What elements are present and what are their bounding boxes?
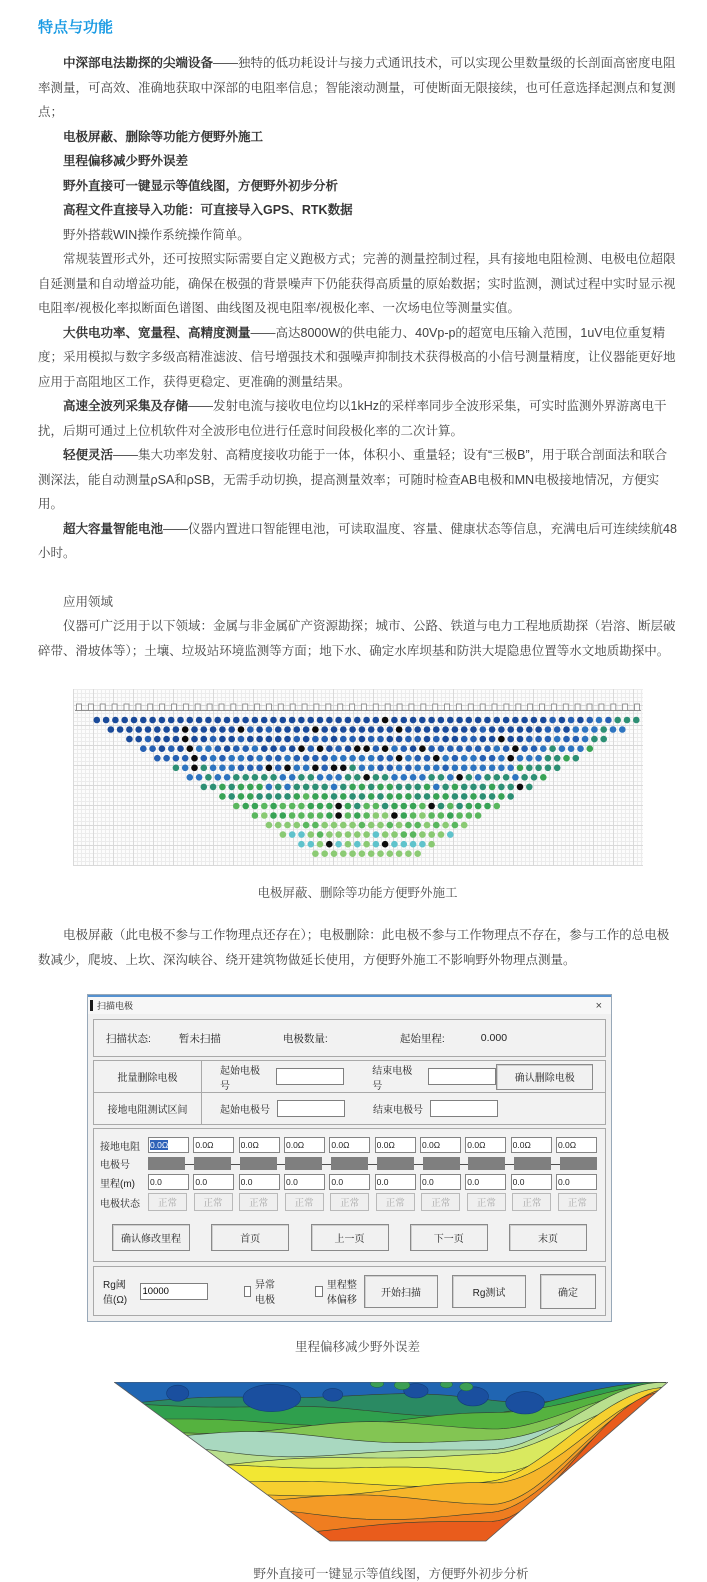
confirm-delete-button[interactable]: 确认删除电极	[496, 1064, 593, 1090]
scan-electrode-dialog	[87, 994, 612, 1322]
electrode-box	[377, 1157, 414, 1170]
contour-blob	[506, 1392, 545, 1414]
mileage-input[interactable]: 0.0	[329, 1174, 370, 1190]
electrode-cells	[148, 1157, 599, 1170]
start-mileage-value: 0.000	[480, 1032, 508, 1044]
mileage-row	[100, 1174, 599, 1190]
paragraph: 大供电功率、宽量程、高精度测量——高达8000W的供电能力、40Vp-p的超宽电压输入范围，1uV电位重复精度；采用模拟与数字多级高精准滤波、信号增强技术和强噪声抑制技术获得极高的小信号测量精度，让仪器能更好地应用于高阻地区工作，获得更稳定、更准确的测量结果。	[38, 325, 676, 389]
electrode-status-button[interactable]: 正常	[239, 1193, 278, 1211]
checkbox-icon	[244, 1286, 251, 1297]
electrode-label: 电极号	[100, 1160, 130, 1171]
mileage-input[interactable]: 0.0	[556, 1174, 597, 1190]
rg-threshold-label: Rg阈值(Ω)	[103, 1280, 128, 1306]
electrode-array-figure-wrap	[73, 689, 643, 901]
resistance-input[interactable]: 0.0Ω	[556, 1137, 597, 1153]
dot-row	[312, 850, 421, 857]
first-page-button[interactable]: 首页	[211, 1224, 289, 1251]
ok-button[interactable]: 确定	[540, 1274, 596, 1309]
dot-row	[265, 822, 467, 829]
resistance-cells	[148, 1137, 599, 1153]
electrode-status-button[interactable]: 正常	[148, 1193, 187, 1211]
electrode-box	[240, 1157, 277, 1170]
next-page-button[interactable]: 下一页	[410, 1224, 488, 1251]
last-page-button[interactable]: 末页	[509, 1224, 587, 1251]
electrode-status-button[interactable]: 正常	[512, 1193, 551, 1211]
contour-blob	[167, 1385, 189, 1401]
dot-row	[126, 736, 607, 743]
rg-start-input[interactable]	[277, 1100, 345, 1117]
paging-row	[98, 1214, 601, 1257]
electrode-box	[194, 1157, 231, 1170]
paragraph: 仪器可广泛用于以下领域：金属与非金属矿产资源勘探；城市、公路、铁道与电力工程地质勘探（岩溶、断层破碎带、滑坡体等）；土壤、垃圾站环境监测等方面；地下水、确定水库坝基和防洪大堤隐患位置等水文地质勘探中。	[38, 619, 676, 658]
mileage-input[interactable]: 0.0	[239, 1174, 280, 1190]
abnormal-electrode-checkbox[interactable]	[244, 1276, 280, 1306]
electrode-figure-caption: 电极屏蔽、删除等功能方便野外施工	[257, 886, 458, 900]
paragraph: 高程文件直接导入功能：可直接导入GPS、RTK数据	[63, 203, 353, 217]
paragraph: 电极屏蔽、删除等功能方便野外施工	[63, 129, 264, 144]
close-icon[interactable]: ×	[595, 999, 602, 1012]
resistance-input[interactable]: 0.0Ω	[420, 1137, 461, 1153]
dialog-titlebar	[88, 995, 611, 1014]
contour-svg	[114, 1382, 668, 1542]
electrode-status-button[interactable]: 正常	[330, 1193, 369, 1211]
paragraph: 野外直接可一键显示等值线图，方便野外初步分析	[63, 178, 339, 193]
electrode-row	[100, 1156, 599, 1171]
electrode-status-button[interactable]: 正常	[194, 1193, 233, 1211]
electrode-status-button[interactable]: 正常	[558, 1193, 597, 1211]
rg-end-label: 结束电极号	[373, 1105, 423, 1116]
mileage-input[interactable]: 0.0	[420, 1174, 461, 1190]
delete-and-rg-groupbox	[93, 1060, 606, 1125]
dot-row	[298, 841, 435, 848]
resistance-input[interactable]: 0.0Ω	[193, 1137, 234, 1153]
dot-row	[172, 765, 560, 772]
contour-figure-wrap	[114, 1382, 668, 1582]
abnormal-electrode-label: 异常电极	[254, 1280, 275, 1306]
rg-test-button[interactable]: Rg测试	[452, 1275, 526, 1308]
rg-start-label: 起始电极号	[220, 1105, 270, 1116]
rg-threshold-input[interactable]	[140, 1283, 208, 1300]
page-title: 特点与功能	[38, 19, 114, 36]
electrode-symbols	[76, 704, 639, 711]
paragraph: 常规装置形式外，还可按照实际需要自定义跑极方式；完善的测量控制过程，具有接地电阻检测、电极电位超限自延测量和自动增益功能，确保在极强的背景噪声下仍能获得高质量的原始数据；实时监测，测试过程中实时显示视电阻率/视极化率拟断面色谱图、曲线图及视电阻率/视极化率、一次场电位等测量实值。	[38, 252, 676, 315]
dot-row	[219, 793, 514, 800]
dot-row	[93, 717, 639, 724]
batch-end-label: 结束电极号	[372, 1065, 413, 1092]
batch-delete-label: 批量删除电极	[94, 1061, 202, 1093]
dot-row	[140, 745, 593, 752]
resistance-input[interactable]: 0.0Ω	[329, 1137, 370, 1153]
contour-patch	[440, 1382, 452, 1388]
status-row	[100, 1193, 599, 1211]
dot-row	[154, 755, 579, 762]
dot-row	[233, 803, 500, 810]
start-scan-button[interactable]: 开始扫描	[364, 1275, 438, 1308]
paragraph: 里程偏移减少野外误差	[63, 154, 189, 168]
electrode-count-label: 电极数量:	[282, 1032, 328, 1045]
paragraph: 高速全波列采集及存储——发射电流与接收电位均以1kHz的采样率同步全波形采集，可实时监测外界游离电干扰，后期可通过上位机软件对全波形电位进行任意时间段极化率的二次计算。	[38, 399, 667, 438]
paragraph: 轻便灵活——集大功率发射、高精度接收功能于一体，体积小、重量轻；设有“三极B”，用于联合剖面法和联合测深法，能自动测量ρSA和ρSB，无需手动切换，提高测量效率；可随时检查AB电极和MN电极接地情况，方便实用。	[38, 448, 668, 511]
bottom-groupbox	[93, 1266, 606, 1316]
electrode-status-button[interactable]: 正常	[376, 1193, 415, 1211]
resistance-input[interactable]: 0.0Ω	[239, 1137, 280, 1153]
contour-caption: 野外直接可一键显示等值线图，方便野外初步分析	[253, 1567, 529, 1581]
dot-row	[200, 784, 532, 791]
mileage-offset-checkbox[interactable]	[315, 1276, 364, 1306]
paragraph: 应用领域	[63, 594, 114, 609]
electrode-box	[423, 1157, 460, 1170]
electrode-status-label: 电极状态	[100, 1198, 140, 1210]
dot-row	[186, 774, 546, 781]
prev-page-button[interactable]: 上一页	[311, 1224, 389, 1251]
contour-patch	[460, 1383, 473, 1391]
mileage-input[interactable]: 0.0	[193, 1174, 234, 1190]
batch-delete-row	[202, 1061, 605, 1093]
mileage-input[interactable]: 0.0	[284, 1174, 325, 1190]
scan-status-value: 暂未扫描	[178, 1032, 221, 1045]
resistance-input[interactable]: 0.0Ω	[375, 1137, 416, 1153]
resistance-row	[100, 1137, 599, 1153]
dot-row	[251, 812, 481, 819]
rg-interval-row	[202, 1093, 605, 1124]
contour-figure	[114, 1382, 668, 1547]
confirm-mileage-button[interactable]: 确认修改里程	[112, 1224, 190, 1251]
electrode-box	[331, 1157, 368, 1170]
checkbox-icon	[315, 1286, 323, 1297]
electrode-grid-groupbox	[93, 1128, 606, 1262]
electrode-status-button[interactable]: 正常	[421, 1193, 460, 1211]
status-groupbox	[93, 1019, 606, 1057]
scan-status-label: 扫描状态:	[106, 1032, 151, 1045]
mileage-input[interactable]: 0.0	[465, 1174, 506, 1190]
mileage-cells	[148, 1174, 599, 1190]
dot-row	[107, 726, 625, 733]
resistance-input[interactable]: 0.0Ω	[148, 1137, 189, 1153]
rg-end-input[interactable]	[430, 1100, 498, 1117]
resistance-label: 接地电阻	[100, 1141, 140, 1153]
resistance-input[interactable]: 0.0Ω	[465, 1137, 506, 1153]
status-cells	[148, 1193, 599, 1211]
paragraph: 中深部电法勘探的尖端设备——独特的低功耗设计与接力式通讯技术，可以实现公里数量级的长剖面高密度电阻率测量，可高效、准确地获取中深部的电阻率信息；智能滚动测量，可使断面无限接续，也可任意选择起测点和复测点；	[38, 56, 676, 119]
electrode-box	[148, 1157, 185, 1170]
window-icon	[90, 1000, 93, 1011]
electrode-status-button[interactable]: 正常	[285, 1193, 324, 1211]
bottom-buttons	[364, 1274, 596, 1309]
shield-paragraph: 电极屏蔽（此电极不参与工作物理点还存在）；电极删除：此电极不参与工作物理点不存在，参与工作的总电极数减少，爬坡、上坎、深沟峡谷、绕开建筑物做延长使用，方便野外施工不影响野外物理点测量。	[38, 928, 670, 967]
mileage-input[interactable]: 0.0	[375, 1174, 416, 1190]
electrode-array-figure	[73, 689, 643, 866]
mileage-caption: 里程偏移减少野外误差	[294, 1340, 420, 1354]
electrode-box	[560, 1157, 597, 1170]
electrode-box	[468, 1157, 505, 1170]
dialog-body	[88, 1014, 611, 1321]
dialog-title: 扫描电极	[97, 1001, 134, 1011]
electrode-box	[285, 1157, 322, 1170]
batch-start-input[interactable]	[276, 1068, 344, 1085]
mileage-offset-label: 里程整体偏移	[326, 1280, 357, 1306]
mileage-input[interactable]: 0.0	[148, 1174, 189, 1190]
batch-end-input[interactable]	[428, 1068, 496, 1085]
contour-patch	[394, 1382, 410, 1390]
resistance-input[interactable]: 0.0Ω	[284, 1137, 325, 1153]
rg-interval-label: 接地电阻测试区间	[94, 1093, 202, 1124]
paragraph: 野外搭载WIN操作系统操作简单。	[63, 227, 250, 242]
electrode-box	[514, 1157, 551, 1170]
contour-blob	[323, 1388, 343, 1401]
paragraph: 超大容量智能电池——仪器内置进口智能锂电池，可读取温度、容量、健康状态等信息，充满电后可连续续航48小时。	[38, 521, 677, 560]
contour-patch	[371, 1382, 384, 1387]
electrode-status-button[interactable]: 正常	[467, 1193, 506, 1211]
mileage-label: 里程(m)	[100, 1178, 135, 1190]
resistance-input[interactable]: 0.0Ω	[511, 1137, 552, 1153]
mileage-input[interactable]: 0.0	[511, 1174, 552, 1190]
feature-paragraphs	[38, 51, 677, 663]
contour-blob	[243, 1384, 301, 1411]
batch-start-label: 起始电极号	[220, 1065, 260, 1092]
start-mileage-label: 起始里程:	[399, 1032, 445, 1045]
electrode-array-svg	[73, 689, 643, 866]
dot-row	[279, 831, 453, 838]
